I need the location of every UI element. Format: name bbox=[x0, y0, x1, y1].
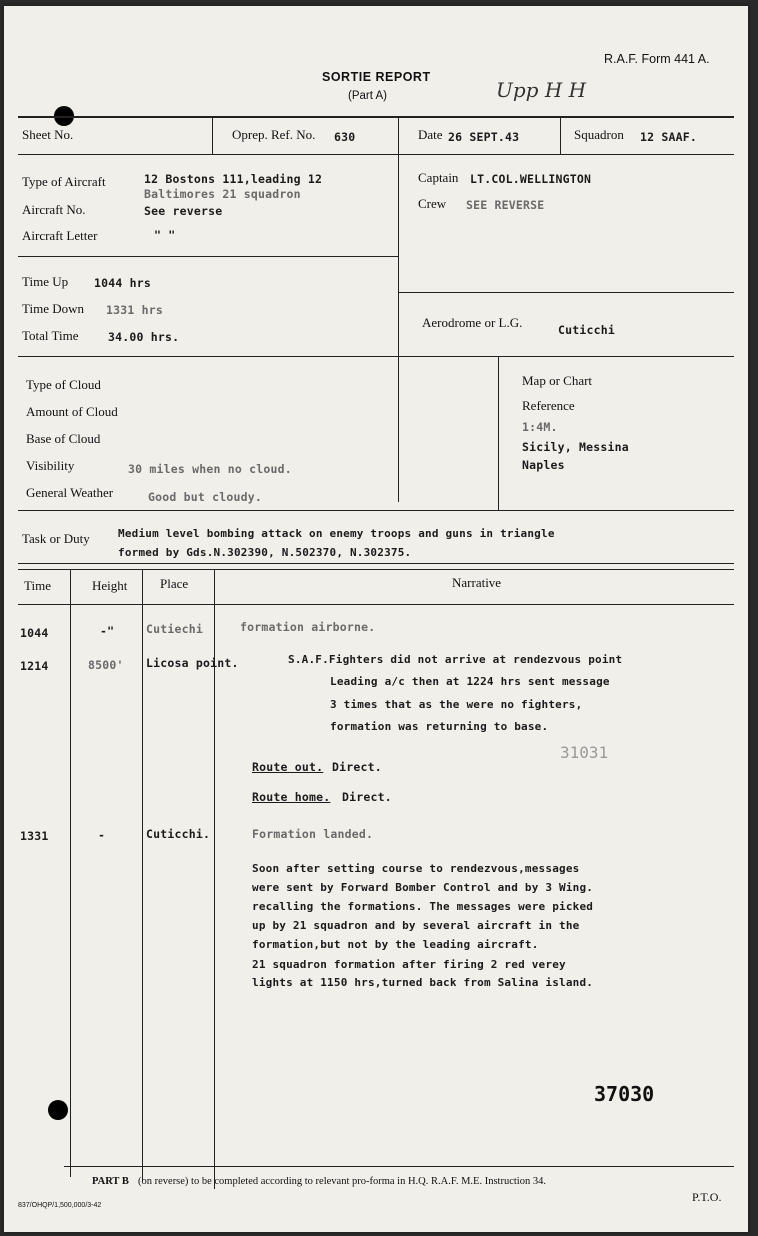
entry2-height: 8500' bbox=[88, 658, 124, 672]
divider-v3 bbox=[560, 116, 561, 154]
col-place-header: Place bbox=[160, 576, 189, 591]
captain-label: Captain bbox=[418, 170, 459, 185]
route-out-label: Route out. bbox=[252, 760, 324, 774]
visibility-value: 30 miles when no cloud. bbox=[128, 462, 292, 476]
report-title: SORTIE REPORT bbox=[322, 70, 431, 84]
entry1-height: -" bbox=[100, 624, 115, 638]
cloud-amount-label: Amount of Cloud bbox=[26, 404, 118, 419]
crew-label: Crew bbox=[418, 196, 447, 211]
time-down-value: 1331 hrs bbox=[106, 303, 163, 317]
aircraft-type-line1: 12 Bostons 111,leading 12 bbox=[144, 172, 323, 186]
sortie-report-form bbox=[4, 6, 748, 1232]
col-height-header: Height bbox=[92, 578, 128, 593]
entry3-narrative: Formation landed. bbox=[252, 827, 374, 841]
entry1-narrative: formation airborne. bbox=[240, 620, 376, 634]
remarks-line3: recalling the formations. The messages were picked bbox=[252, 900, 594, 913]
remarks-line4: up by 21 squadron and by several aircraft in the bbox=[252, 919, 580, 932]
remarks-line1: Soon after setting course to rendezvous,messages bbox=[252, 862, 580, 875]
rule-task-1 bbox=[18, 563, 734, 564]
rule-footer bbox=[64, 1166, 734, 1167]
visibility-label: Visibility bbox=[26, 458, 75, 473]
remarks-line2: were sent by Forward Bomber Control and by 3 Wing. bbox=[252, 881, 594, 894]
part-b-text: (on reverse) to be completed according to relevant pro-forma in H.Q. R.A.F. M.E. Instruction 34. bbox=[138, 1176, 546, 1187]
col-narrative-header: Narrative bbox=[452, 575, 502, 590]
route-home-value: Direct. bbox=[342, 790, 392, 804]
time-down-label: Time Down bbox=[22, 301, 85, 316]
entry2-narrative-line3: 3 times that as the were no fighters, bbox=[330, 698, 583, 711]
task-line1: Medium level bombing attack on enemy troops and guns in triangle bbox=[118, 527, 555, 540]
rule-col-header bbox=[18, 604, 734, 605]
route-home-label: Route home. bbox=[252, 790, 331, 804]
entry2-place: Licosa point. bbox=[146, 656, 239, 670]
entry1-time: 1044 bbox=[20, 626, 49, 640]
rule-weather bbox=[18, 510, 734, 511]
oprep-label: Oprep. Ref. No. bbox=[232, 127, 316, 142]
crew-value: SEE REVERSE bbox=[466, 198, 545, 212]
aircraft-letter-value: " " bbox=[154, 228, 176, 242]
document-number: 37030 bbox=[594, 1082, 655, 1106]
rule-aircraft bbox=[18, 256, 398, 257]
entry3-time: 1331 bbox=[20, 829, 49, 843]
squadron-value: 12 SAAF. bbox=[640, 130, 697, 144]
cloud-type-label: Type of Cloud bbox=[26, 377, 101, 392]
printer-code: 837/OHQP/1,500,000/3-42 bbox=[18, 1202, 102, 1209]
rule-aerodrome bbox=[398, 292, 734, 293]
map-reference-label: Reference bbox=[522, 398, 575, 413]
total-time-label: Total Time bbox=[22, 328, 79, 343]
date-value: 26 SEPT.43 bbox=[448, 130, 520, 144]
pto-label: P.T.O. bbox=[692, 1190, 722, 1204]
route-out-value: Direct. bbox=[332, 760, 382, 774]
entry2-narrative-line4: formation was returning to base. bbox=[330, 720, 549, 733]
aircraft-type-label: Type of Aircraft bbox=[22, 174, 106, 189]
part-b-label: PART B bbox=[92, 1176, 129, 1187]
form-number: R.A.F. Form 441 A. bbox=[604, 52, 710, 66]
handwritten-reference: Upp H H bbox=[496, 78, 587, 102]
aerodrome-value: Cuticchi bbox=[558, 323, 615, 337]
col-time-header: Time bbox=[24, 578, 51, 593]
entry2-narrative-line2: Leading a/c then at 1224 hrs sent message bbox=[330, 675, 610, 688]
captain-value: LT.COL.WELLINGTON bbox=[470, 172, 592, 186]
general-weather-value: Good but cloudy. bbox=[148, 490, 262, 504]
report-part: (Part A) bbox=[348, 90, 387, 102]
time-up-label: Time Up bbox=[22, 274, 69, 289]
general-weather-label: General Weather bbox=[26, 485, 114, 500]
oprep-value: 630 bbox=[334, 130, 356, 144]
col-line-height bbox=[142, 569, 143, 1181]
remarks-line5: formation,but not by the leading aircraft. bbox=[252, 938, 539, 951]
divider-v1 bbox=[212, 116, 213, 154]
cloud-base-label: Base of Cloud bbox=[26, 431, 101, 446]
rule-times bbox=[18, 356, 734, 357]
stamp-number: 31031 bbox=[560, 743, 609, 762]
aerodrome-label: Aerodrome or L.G. bbox=[422, 315, 523, 330]
map-ref-area1: Sicily, Messina bbox=[522, 440, 629, 454]
date-label: Date bbox=[418, 127, 443, 142]
rule-top bbox=[18, 116, 734, 118]
divider-v2 bbox=[398, 116, 399, 154]
map-ref-area2: Naples bbox=[522, 458, 565, 472]
sheet-no-label: Sheet No. bbox=[22, 127, 74, 142]
total-time-value: 34.00 hrs. bbox=[108, 330, 180, 344]
col-line-time bbox=[70, 569, 71, 1177]
map-label: Map or Chart bbox=[522, 373, 593, 388]
task-label: Task or Duty bbox=[22, 531, 90, 546]
aircraft-no-value: See reverse bbox=[144, 204, 223, 218]
squadron-label: Squadron bbox=[574, 127, 624, 142]
entry2-narrative-line1: S.A.F.Fighters did not arrive at rendezvous point bbox=[288, 653, 623, 666]
entry3-place: Cuticchi. bbox=[146, 827, 211, 841]
remarks-line7: lights at 1150 hrs,turned back from Salina island. bbox=[252, 976, 594, 989]
rule-row1 bbox=[18, 154, 734, 155]
task-line2: formed by Gds.N.302390, N.502370, N.302375. bbox=[118, 546, 412, 559]
remarks-line6: 21 squadron formation after firing 2 red verey bbox=[252, 958, 566, 971]
aircraft-letter-label: Aircraft Letter bbox=[22, 228, 98, 243]
aircraft-no-label: Aircraft No. bbox=[22, 202, 86, 217]
divider-captain bbox=[398, 154, 399, 502]
entry1-place: Cutiechi bbox=[146, 622, 203, 636]
rule-task-2 bbox=[18, 569, 734, 570]
entry3-height: - bbox=[98, 828, 106, 842]
punch-hole-bottom bbox=[48, 1100, 68, 1120]
entry2-time: 1214 bbox=[20, 659, 49, 673]
time-up-value: 1044 hrs bbox=[94, 276, 151, 290]
map-ref-scale: 1:4M. bbox=[522, 420, 558, 434]
aircraft-type-line2: Baltimores 21 squadron bbox=[144, 187, 301, 201]
divider-map bbox=[498, 356, 499, 510]
